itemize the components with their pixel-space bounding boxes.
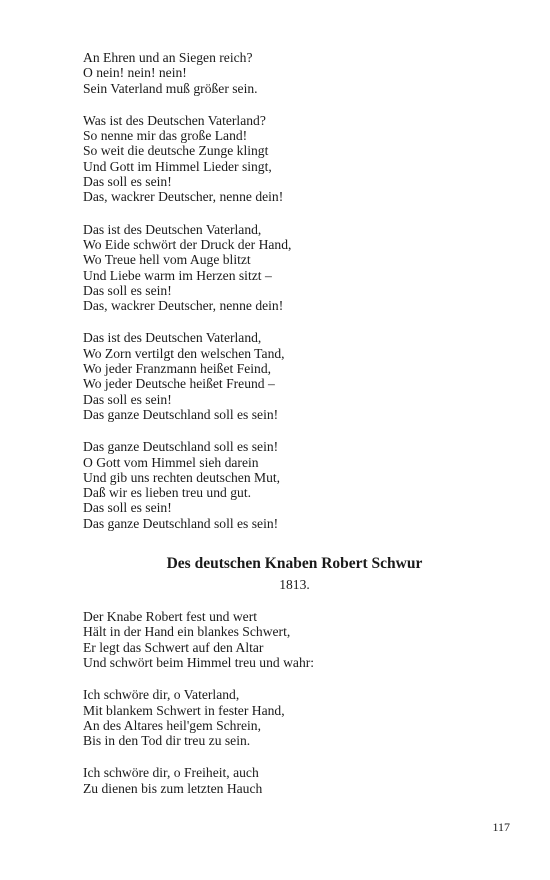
- verse-line: Das, wackrer Deutscher, nenne dein!: [83, 298, 284, 314]
- page-number: 117: [492, 820, 510, 834]
- verse-line: Und schwört beim Himmel treu und wahr:: [83, 654, 315, 670]
- stanza: [83, 222, 523, 314]
- verse-line: Daß wir es lieben treu und gut.: [83, 485, 251, 501]
- verse-line: Und Gott im Himmel Lieder singt,: [83, 158, 272, 174]
- poem-year: 1813.: [279, 577, 310, 593]
- verse-line: Das ganze Deutschland soll es sein!: [83, 406, 279, 422]
- verse-line: Und Liebe warm im Herzen sitzt –: [83, 267, 272, 283]
- stanza: [83, 330, 523, 422]
- text-block: [83, 50, 523, 796]
- verse-line: Sein Vaterland muß größer sein.: [83, 80, 258, 96]
- verse-line: Ich schwöre dir, o Vaterland,: [83, 687, 240, 703]
- verse-line: Und gib uns rechten deutschen Mut,: [83, 469, 281, 485]
- stanza: [83, 439, 523, 531]
- stanza: [83, 50, 523, 96]
- verse-line: Das ganze Deutschland soll es sein!: [83, 515, 279, 531]
- verse-line: Das soll es sein!: [83, 500, 172, 516]
- verse-line: Wo jeder Franzmann heißet Feind,: [83, 361, 272, 377]
- verse-line: Hält in der Hand ein blankes Schwert,: [83, 624, 291, 640]
- poem-title: Des deutschen Knaben Robert Schwur: [166, 555, 423, 573]
- verse-line: Das ist des Deutschen Vaterland,: [83, 221, 262, 237]
- verse-line: An Ehren und an Siegen reich?: [83, 50, 253, 65]
- verse-line: An des Altares heil'gem Schrein,: [83, 717, 261, 733]
- verse-line: Ich schwöre dir, o Freiheit, auch: [83, 765, 259, 781]
- poem-vaterland: [83, 50, 523, 531]
- stanza: [83, 113, 523, 205]
- verse-line: Wo Zorn vertilgt den welschen Tand,: [83, 345, 285, 361]
- verse-line: Der Knabe Robert fest und wert: [83, 609, 258, 625]
- verse-line: So weit die deutsche Zunge klingt: [83, 143, 269, 159]
- verse-line: Was ist des Deutschen Vaterland?: [83, 112, 266, 128]
- verse-line: Wo Eide schwört der Druck der Hand,: [83, 236, 292, 252]
- verse-line: Wo Treue hell vom Auge blitzt: [83, 252, 251, 268]
- verse-line: Das soll es sein!: [83, 391, 172, 407]
- verse-line: Das soll es sein!: [83, 174, 172, 190]
- verse-line: Zu dienen bis zum letzten Hauch: [83, 780, 263, 796]
- verse-line: So nenne mir das große Land!: [83, 128, 248, 144]
- verse-line: Das soll es sein!: [83, 282, 172, 298]
- stanza: [83, 687, 523, 748]
- stanza: [83, 609, 523, 670]
- verse-line: Mit blankem Schwert in fester Hand,: [83, 702, 285, 718]
- poem-robert-schwur: [83, 554, 523, 796]
- verse-line: O nein! nein! nein!: [83, 65, 187, 81]
- verse-line: Er legt das Schwert auf den Altar: [83, 639, 264, 655]
- verse-line: Das ganze Deutschland soll es sein!: [83, 439, 279, 455]
- verse-line: O Gott vom Himmel sieh darein: [83, 454, 259, 470]
- verse-line: Bis in den Tod dir treu zu sein.: [83, 733, 251, 749]
- verse-line: Das, wackrer Deutscher, nenne dein!: [83, 189, 284, 205]
- verse-line: Wo jeder Deutsche heißet Freund –: [83, 376, 275, 392]
- stanza: [83, 765, 523, 796]
- verse-line: Das ist des Deutschen Vaterland,: [83, 330, 262, 346]
